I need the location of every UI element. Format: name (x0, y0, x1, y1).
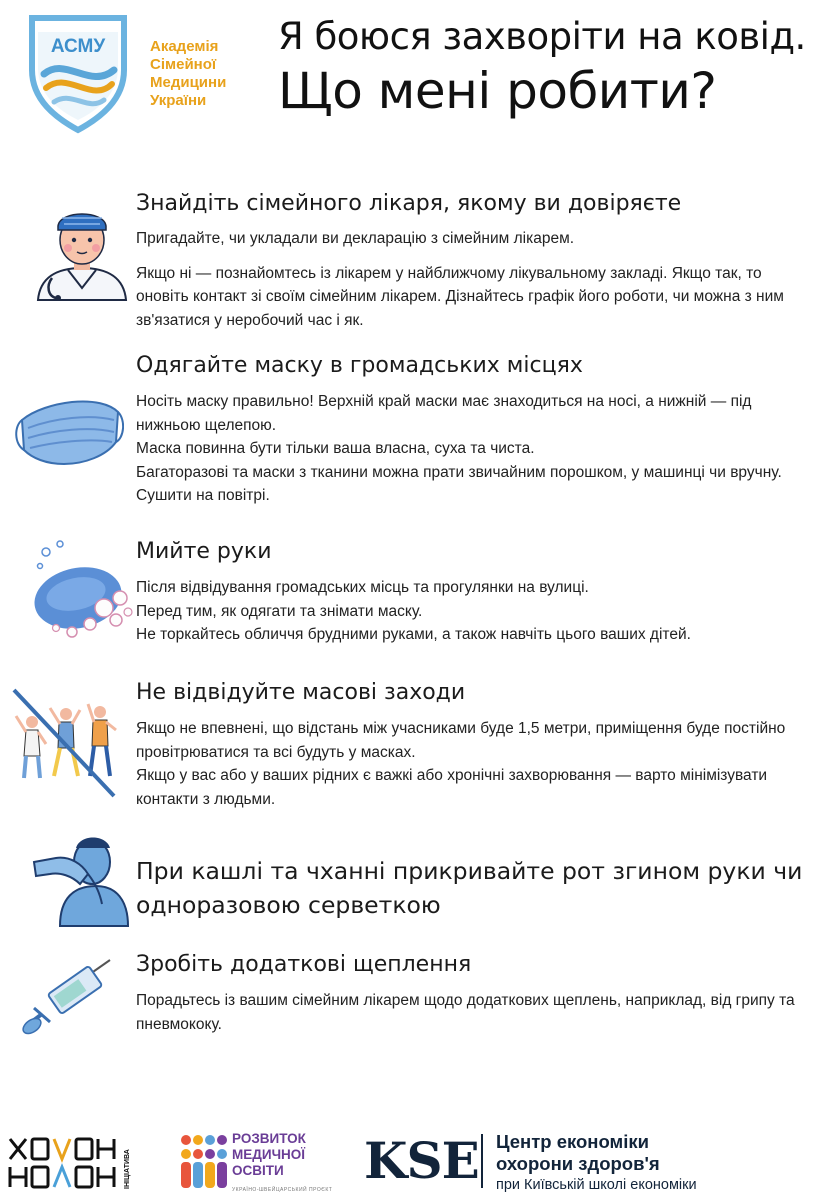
logo-line: Медицини (150, 74, 227, 91)
rmo-small-text: УКРАЇНО-ШВЕЙЦАРСЬКИЙ ПРОЄКТ (232, 1187, 333, 1193)
rmo-dots-logo (178, 1132, 230, 1192)
section-title-handwash: Мийте руки (136, 539, 272, 564)
section-body-vaccines (136, 989, 815, 1036)
hohon-side-text: ІНІЦІАТИВА (124, 1149, 131, 1189)
section-paragraph: Після відвідування громадських місць та прогулянки на вулиці. (136, 579, 589, 596)
kse-logo: KSE (364, 1131, 479, 1190)
section-body-handwash (136, 576, 815, 647)
soap-icon (26, 536, 136, 641)
section-body-doctor (136, 227, 815, 332)
logo-text (150, 38, 275, 110)
section-title-vaccines: Зробіть додаткові щеплення (136, 952, 472, 977)
section-paragraph: Багаторазові та маски з тканини можна прати звичайним порошком, у машинці чи вручну. Сушити на повітрі. (136, 463, 782, 504)
section-title-cough: При кашлі та чханні прикривайте рот згином руки чи одноразовою серветкою (136, 857, 803, 919)
section-paragraph: Перед тим, як одягати та знімати маску. (136, 602, 423, 620)
logo-line: Академія (150, 38, 219, 55)
logo-abbr: АСМУ (50, 36, 106, 57)
section-title-doctor: Знайдіть сімейного лікаря, якому ви довіряєте (136, 191, 682, 216)
section-paragraph: Носіть маску правильно! Верхній край маски має знаходиться на носі, а нижній — під нижньою щелепою. (136, 393, 752, 434)
doctor-icon (28, 200, 138, 305)
rmo-line: ОСВІТИ (232, 1163, 284, 1178)
logo-line: Сімейної (150, 56, 217, 73)
section-body-events (136, 717, 815, 811)
center-line-1: Центр економіки (496, 1131, 649, 1152)
section-title-events: Не відвідуйте масові заходи (136, 680, 466, 705)
health-economics-center-text (496, 1131, 697, 1195)
syringe-icon (20, 956, 130, 1040)
section-paragraph: Якщо не впевнені, що відстань між учасниками буде 1,5 метри, приміщення буде постійно провітрюватися та всі будуть у масках. (136, 720, 786, 761)
rmo-text (232, 1131, 332, 1179)
rmo-line: МЕДИЧНОЇ (232, 1147, 306, 1162)
rmo-line: РОЗВИТОК (232, 1131, 306, 1146)
title-line-1: Я боюся захворіти на ковід. (278, 15, 806, 58)
section-paragraph: Маска повинна бути тільки ваша власна, суха та чиста. (136, 440, 535, 457)
footer-divider (481, 1134, 483, 1188)
cough-elbow-icon (30, 828, 140, 928)
title-line-2: Що мені робити? (278, 62, 717, 120)
face-mask-icon (14, 390, 124, 472)
center-line-3: при Київській школі економіки (496, 1177, 697, 1193)
acmu-shield-logo (26, 12, 130, 134)
hohon-logo (8, 1135, 132, 1191)
section-paragraph: Не торкайтесь обличчя брудними руками, а також навчіть цього ваших дітей. (136, 626, 691, 643)
logo-line: України (150, 92, 207, 109)
section-title-mask: Одягайте маску в громадських місцях (136, 353, 583, 378)
crowd-crossed-icon (10, 686, 126, 801)
section-paragraph: Якщо ні — познайомтесь із лікарем у найближчому лікувальному закладі. Якщо так, то оновіть контакт зі своїм сімейним лікарем. Дізнайтесь графік його роботи, чи можна з ним зв'язатися у неробочий час і як. (136, 264, 784, 329)
section-paragraph: Якщо у вас або у ваших рідних є важкі або хронічні захворювання — варто мінімізувати контакти з людьми. (136, 767, 768, 808)
section-paragraph: Порадьтесь із вашим сімейним лікарем щодо додаткових щеплень, наприклад, від грипу та пневмококу. (136, 992, 795, 1033)
page-title (278, 14, 808, 122)
section-paragraph: Пригадайте, чи укладали ви декларацію з сімейним лікарем. (136, 230, 575, 247)
section-body-mask (136, 390, 815, 508)
center-line-2: охорони здоров'я (496, 1153, 660, 1174)
